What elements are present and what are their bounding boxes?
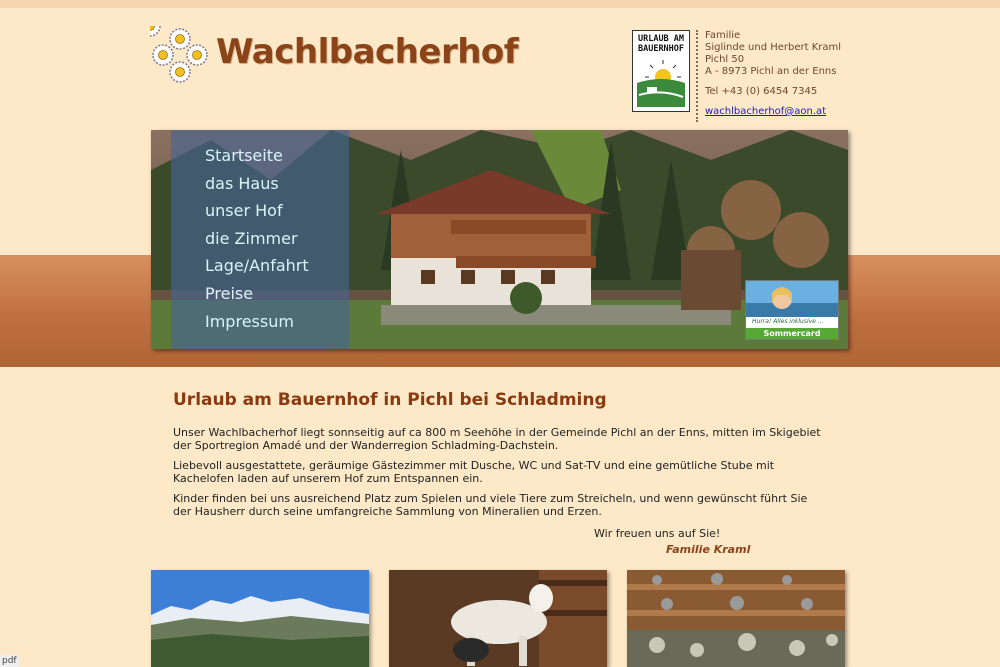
mineral-collection-photo [627, 570, 845, 667]
contact-divider [696, 30, 698, 122]
hero-image [151, 130, 848, 349]
nav-lage-anfahrt[interactable]: Lage/Anfahrt [205, 256, 309, 275]
nav-das-haus[interactable]: das Haus [205, 174, 279, 193]
contact-line-2: Siglinde und Herbert Kraml [705, 42, 842, 53]
signature: Familie Kraml [666, 543, 751, 556]
contact-email-link[interactable]: wachlbacherhof@aon.at [705, 106, 827, 117]
sheep-in-barn-photo [389, 570, 607, 667]
urlaub-am-bauernhof-badge[interactable] [632, 30, 690, 112]
sommercard-banner[interactable] [745, 280, 839, 340]
contact-line-4: A - 8973 Pichl an der Enns [705, 66, 837, 77]
contact-line-1: Familie [705, 30, 741, 41]
daisy-flowers-icon [150, 26, 212, 88]
contact-info [705, 30, 841, 118]
sommercard-tagline: Hurra! Alles inklusive ... [752, 318, 824, 325]
badge-label: URLAUB AM BAUERNHOF [637, 34, 685, 54]
nav-startseite[interactable]: Startseite [205, 146, 283, 165]
nav-impressum[interactable]: Impressum [205, 312, 294, 331]
pdf-label[interactable]: pdf [2, 656, 17, 666]
thumb-mountains[interactable] [151, 570, 369, 667]
closing-text: Wir freuen uns auf Sie! [594, 527, 721, 540]
contact-phone: Tel +43 (0) 6454 7345 [705, 86, 818, 97]
intro-paragraph: Unser Wachlbacherhof liegt sonnseitig auf ca 800 m Seehöhe in der Gemeinde Pichl an der Enns, mitten im Skigebiet der Sportregion Amadé und der Wanderregion Schladming-Dachstein. [173, 426, 821, 452]
page-heading: Urlaub am Bauernhof in Pichl bei Schladming [173, 390, 607, 410]
site-logo[interactable] [150, 26, 519, 88]
top-strip [0, 0, 1000, 8]
nav-preise[interactable]: Preise [205, 284, 254, 303]
mountain-panorama-photo [151, 570, 369, 667]
kids-paragraph: Kinder finden bei uns ausreichend Platz zum Spielen und viele Tiere zum Streicheln, und wenn gewünscht führt Sie der Hausherr durch seine umfangreiche Sammlung von Mineralien und Erzen. [173, 492, 808, 518]
thumb-minerals[interactable] [627, 570, 845, 667]
sommercard-label: Sommercard [746, 328, 838, 339]
rooms-paragraph: Liebevoll ausgestattete, geräumige Gästezimmer mit Dusche, WC und Sat-TV und eine gemütliche Stube mit Kachelofen laden auf unserem Hof zum Entspannen ein. [173, 459, 775, 485]
contact-line-3: Pichl 50 [705, 54, 745, 65]
main-nav [171, 130, 349, 349]
nav-die-zimmer[interactable]: die Zimmer [205, 229, 298, 248]
brand-name: Wachlbacherhof [216, 32, 519, 72]
nav-unser-hof[interactable]: unser Hof [205, 201, 283, 220]
farm-sun-icon [633, 31, 689, 111]
thumb-sheep[interactable] [389, 570, 607, 667]
